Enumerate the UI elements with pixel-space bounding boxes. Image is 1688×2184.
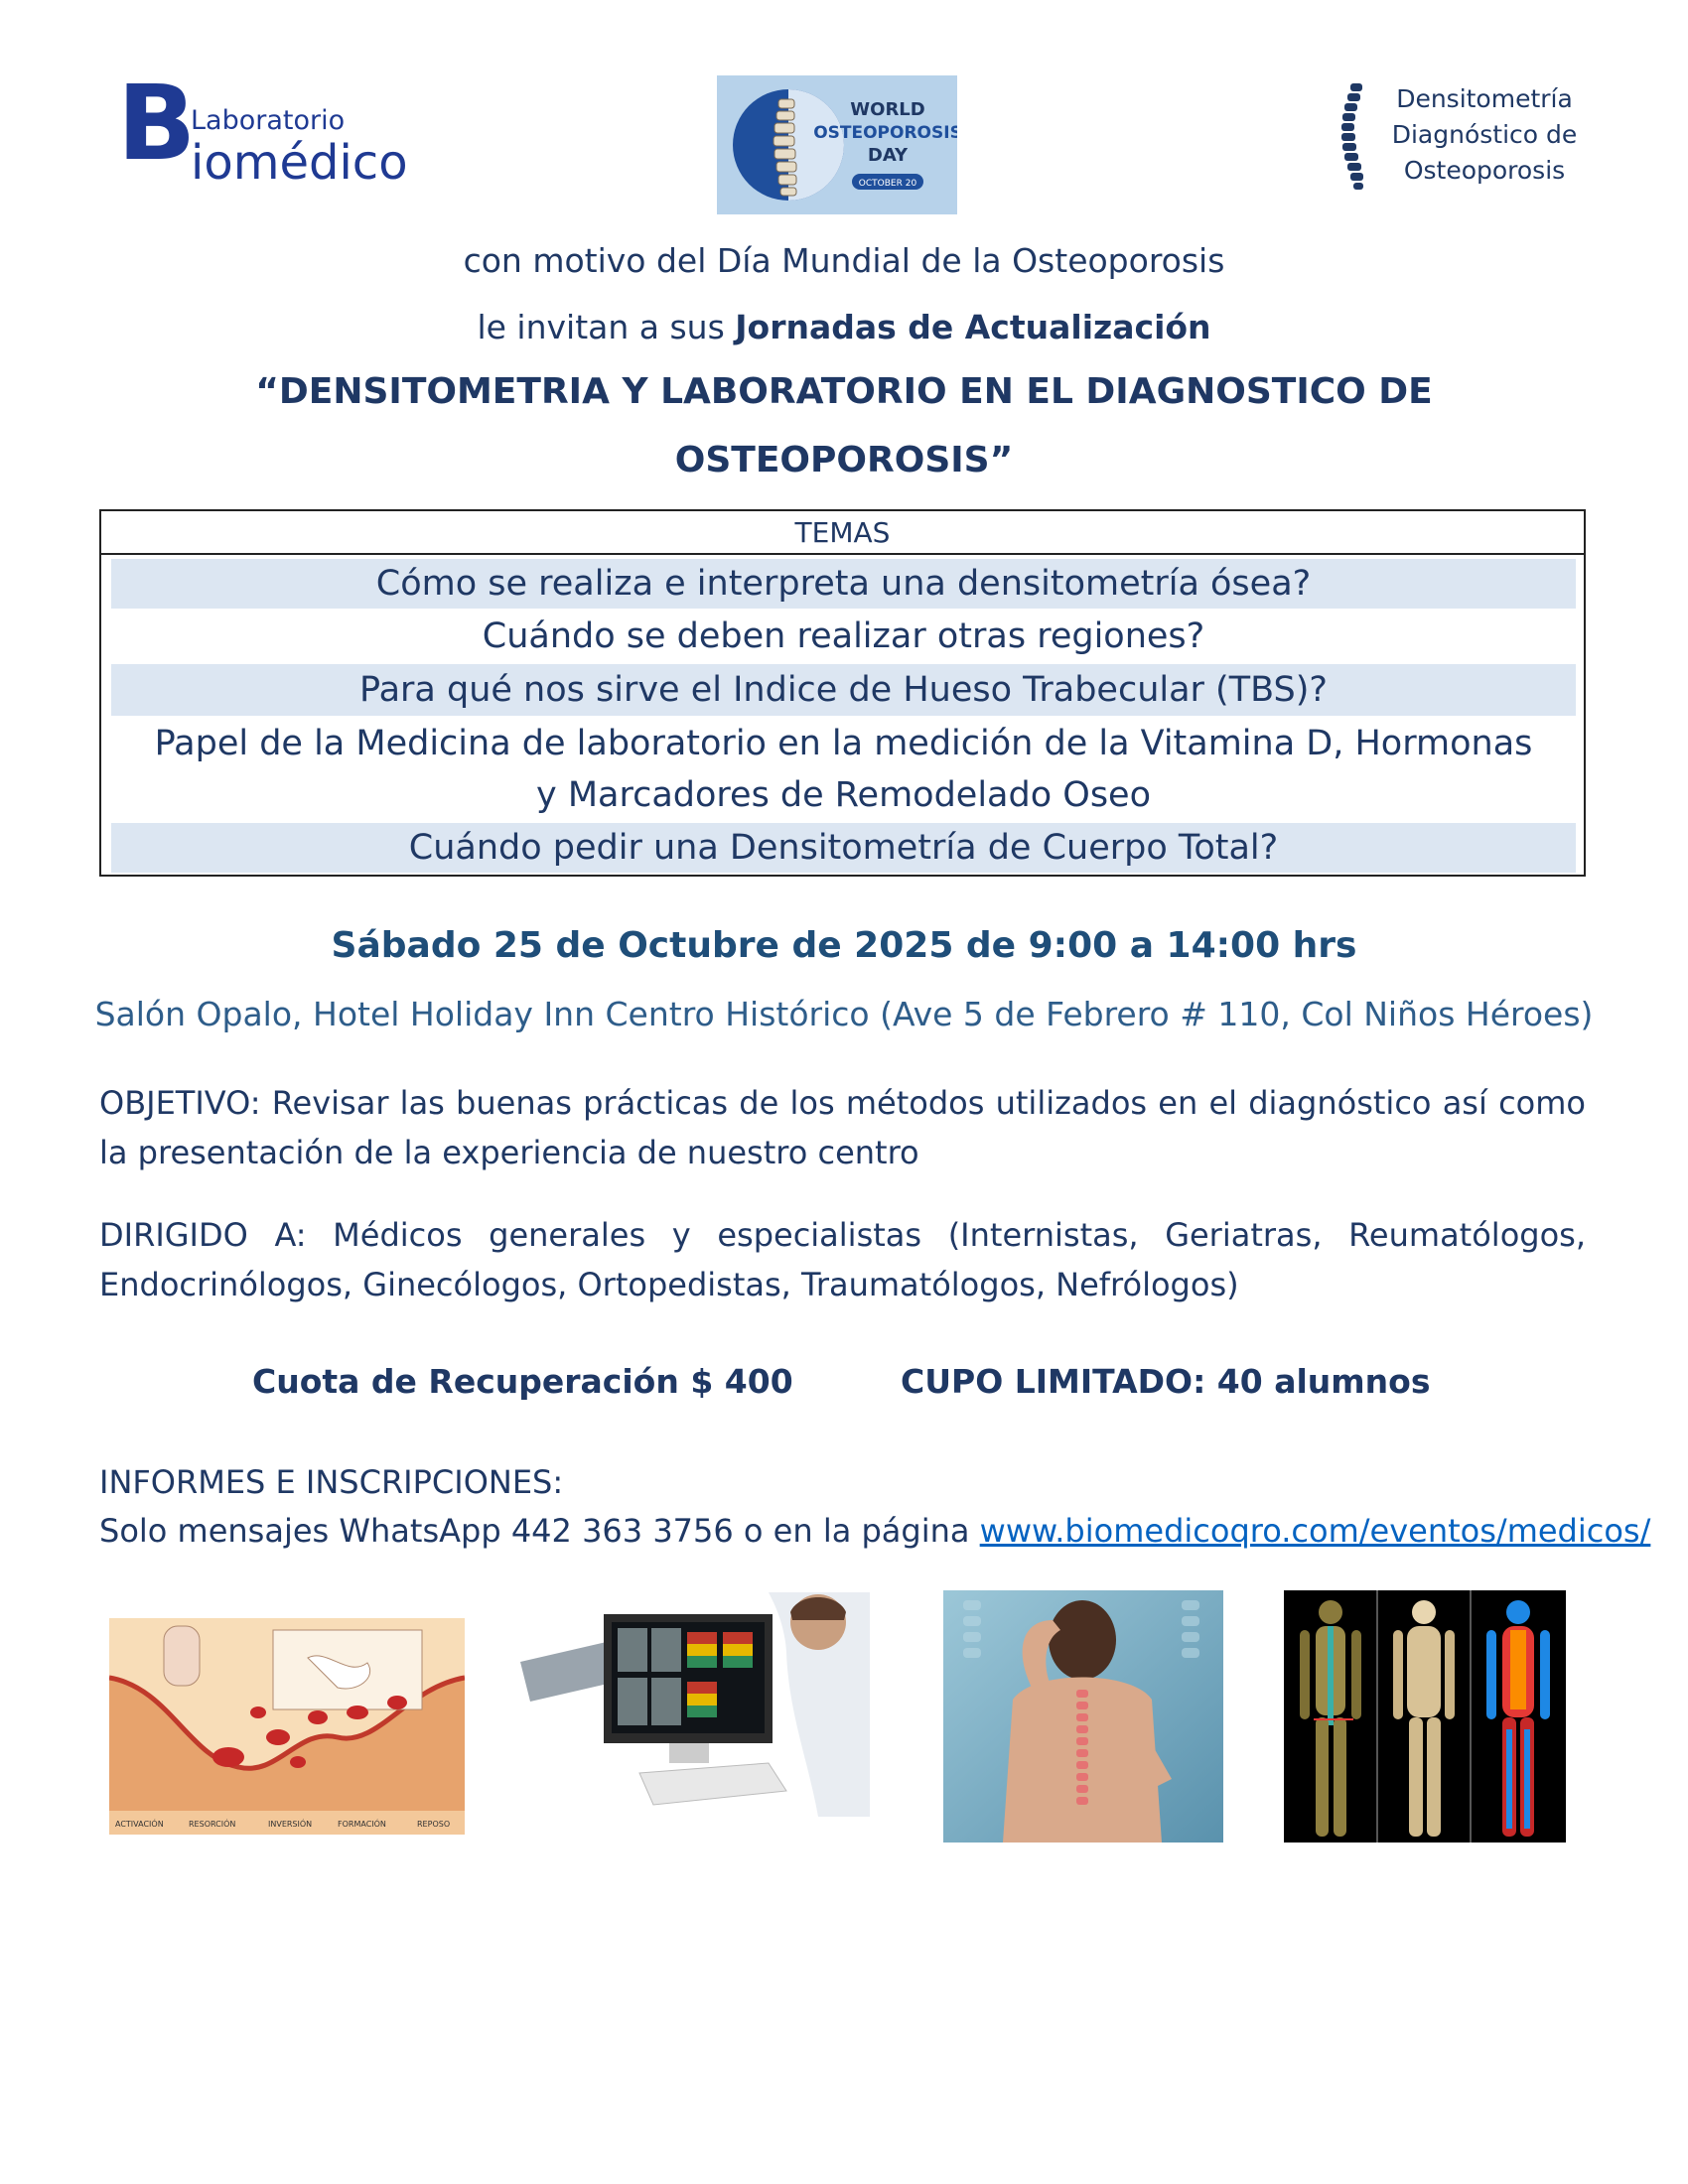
intro-prefix: le invitan a sus: [477, 308, 736, 346]
event-title-line-2: OSTEOPOROSIS”: [674, 440, 1014, 480]
remodel-label: ACTIVACIÓN: [115, 1820, 164, 1829]
wod-text-2: OSTEOPOROSIS: [813, 123, 957, 143]
audience-line-2: Endocrinólogos, Ginecólogos, Ortopedistas, Traumatólogos, Nefrólogos): [99, 1266, 1239, 1303]
objective-line-2: la presentación de la experiencia de nuestro centro: [99, 1134, 919, 1171]
topic-item: Cómo se realiza e interpreta una densitometría ósea?: [111, 559, 1576, 609]
remodel-label: RESORCIÓN: [189, 1820, 236, 1829]
logo-line-2: iomédico: [191, 135, 408, 191]
capacity-text: CUPO LIMITADO: 40 alumnos: [901, 1362, 1431, 1401]
world-osteoporosis-day-logo: [717, 75, 957, 214]
topic-item: Cuándo pedir una Densitometría de Cuerpo Total?: [111, 823, 1576, 873]
info-prefix: Solo mensajes WhatsApp 442 363 3756 o en la página: [99, 1512, 980, 1550]
spine-icon: [1333, 81, 1372, 191]
event-title-line-1: “DENSITOMETRIA Y LABORATORIO EN EL DIAGNOSTICO DE: [255, 371, 1433, 412]
logo-initial: B: [117, 63, 197, 184]
topic-item: Para qué nos sirve el Indice de Hueso Trabecular (TBS)?: [111, 664, 1576, 716]
info-line: [99, 1512, 1650, 1550]
laboratorio-biomedico-logo: [117, 63, 435, 197]
objective-line-1: OBJETIVO: Revisar las buenas prácticas de los métodos utilizados en el diagnóstico así como: [99, 1084, 1586, 1122]
logo-line-1: Laboratorio: [191, 105, 346, 136]
topic-item: y Marcadores de Remodelado Oseo: [535, 775, 1151, 815]
dens-logo-line-2: Diagnóstico de: [1391, 120, 1578, 149]
wod-text-1: WORLD: [850, 99, 925, 120]
remodel-label: INVERSIÓN: [268, 1820, 313, 1829]
event-date: Sábado 25 de Octubre de 2025 de 9:00 a 14:00 hrs: [331, 925, 1357, 966]
audience-line-1: DIRIGIDO A: Médicos generales y especialistas (Internistas, Geriatras, Reumatólogos,: [99, 1216, 1586, 1254]
intro-line-1: con motivo del Día Mundial de la Osteoporosis: [463, 241, 1225, 280]
topics-header: TEMAS: [101, 511, 1584, 555]
objective-paragraph: [99, 1078, 1586, 1177]
intro-bold: Jornadas de Actualización: [735, 308, 1211, 346]
wod-text-3: DAY: [867, 145, 909, 166]
remodel-label: FORMACIÓN: [338, 1820, 386, 1829]
event-venue: Salón Opalo, Hotel Holiday Inn Centro Histórico (Ave 5 de Febrero # 110, Col Niños Héroes): [94, 995, 1594, 1033]
topic-item: Cuándo se deben realizar otras regiones?: [482, 616, 1205, 656]
bone-remodeling-illustration: [109, 1618, 465, 1835]
body-composition-scan-photo: [1284, 1590, 1566, 1843]
wod-text-4: OCTOBER 20: [858, 179, 917, 189]
remodel-label: REPOSO: [417, 1820, 451, 1829]
info-title: INFORMES E INSCRIPCIONES:: [99, 1463, 564, 1501]
registration-link[interactable]: www.biomedicoqro.com/eventos/medicos/: [979, 1512, 1651, 1550]
fee-text: Cuota de Recuperación $ 400: [252, 1362, 793, 1401]
topics-table: [99, 509, 1586, 877]
densitometria-logo: [1333, 81, 1591, 191]
topic-item: Papel de la Medicina de laboratorio en la medición de la Vitamina D, Hormonas: [154, 724, 1533, 763]
dens-logo-line-3: Osteoporosis: [1403, 156, 1566, 185]
dens-logo-line-1: Densitometría: [1396, 84, 1573, 113]
intro-line-2: [0, 308, 1688, 346]
audience-paragraph: [99, 1210, 1586, 1309]
back-pain-photo: [943, 1590, 1223, 1843]
densitometer-workstation-photo: [520, 1592, 870, 1817]
